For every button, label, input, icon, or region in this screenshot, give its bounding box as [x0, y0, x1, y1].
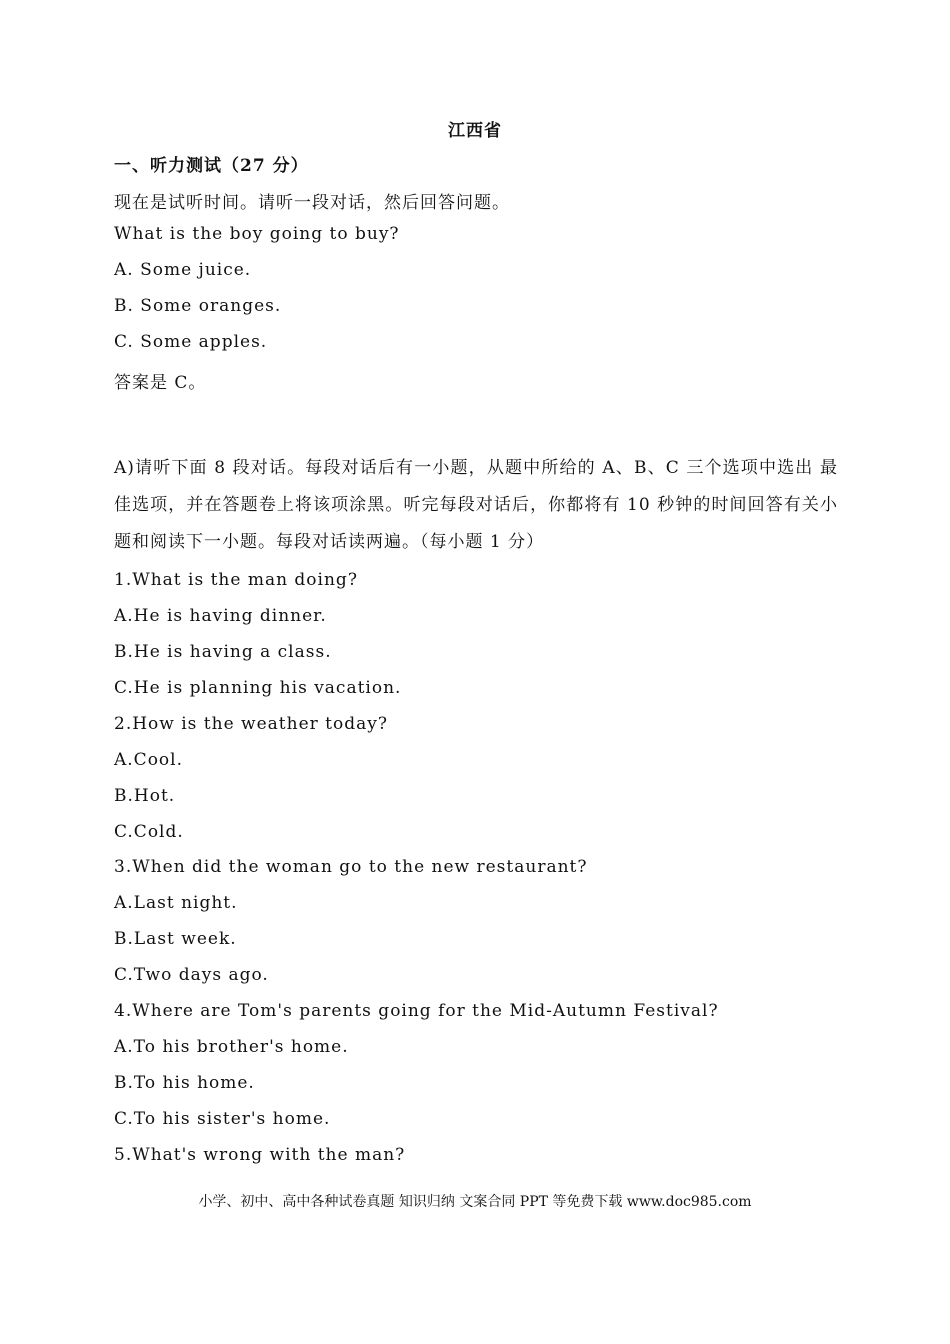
question-4-option-c: C.To his sister's home.	[114, 1109, 331, 1129]
question-3-option-c: C.Two days ago.	[114, 965, 269, 985]
question-2: 2.How is the weather today?	[114, 714, 388, 734]
part-a-instruction: A)请听下面 8 段对话。每段对话后有一小题，从题中所给的 A、B、C 三个选项中选出 最佳选项，并在答题卷上将该项涂黑。听完每段对话后，你都将有 10 秒钟的时间回答有关小题和阅读下一小题。每段对话读两遍。（每小题 1 分）	[114, 458, 838, 552]
trial-option-a: A. Some juice.	[114, 260, 252, 280]
question-4-option-b: B.To his home.	[114, 1073, 255, 1093]
question-3: 3.When did the woman go to the new restaurant?	[114, 857, 588, 877]
question-4-option-a: A.To his brother's home.	[114, 1037, 349, 1057]
page-title: 江西省	[448, 121, 502, 141]
question-1-option-b: B.He is having a class.	[114, 642, 332, 662]
question-3-option-b: B.Last week.	[114, 929, 237, 949]
question-3-option-a: A.Last night.	[114, 893, 238, 913]
question-4: 4.Where are Tom's parents going for the Mid-Autumn Festival?	[114, 1001, 719, 1021]
question-2-option-a: A.Cool.	[114, 750, 183, 770]
question-1: 1.What is the man doing?	[114, 570, 358, 590]
question-1-option-a: A.He is having dinner.	[114, 606, 327, 626]
trial-question: What is the boy going to buy?	[114, 224, 400, 244]
question-1-option-c: C.He is planning his vacation.	[114, 678, 402, 698]
page-footer: 小学、初中、高中各种试卷真题 知识归纳 文案合同 PPT 等免费下载 www.doc985.com	[198, 1194, 752, 1210]
question-2-option-b: B.Hot.	[114, 786, 176, 806]
question-5: 5.What's wrong with the man?	[114, 1145, 406, 1165]
trial-instruction: 现在是试听时间。请听一段对话，然后回答问题。	[114, 193, 510, 213]
trial-option-b: B. Some oranges.	[114, 296, 282, 316]
trial-option-c: C. Some apples.	[114, 332, 268, 352]
question-2-option-c: C.Cold.	[114, 822, 184, 842]
trial-answer: 答案是 C。	[114, 373, 207, 393]
section-heading: 一、听力测试（27 分）	[114, 156, 309, 176]
